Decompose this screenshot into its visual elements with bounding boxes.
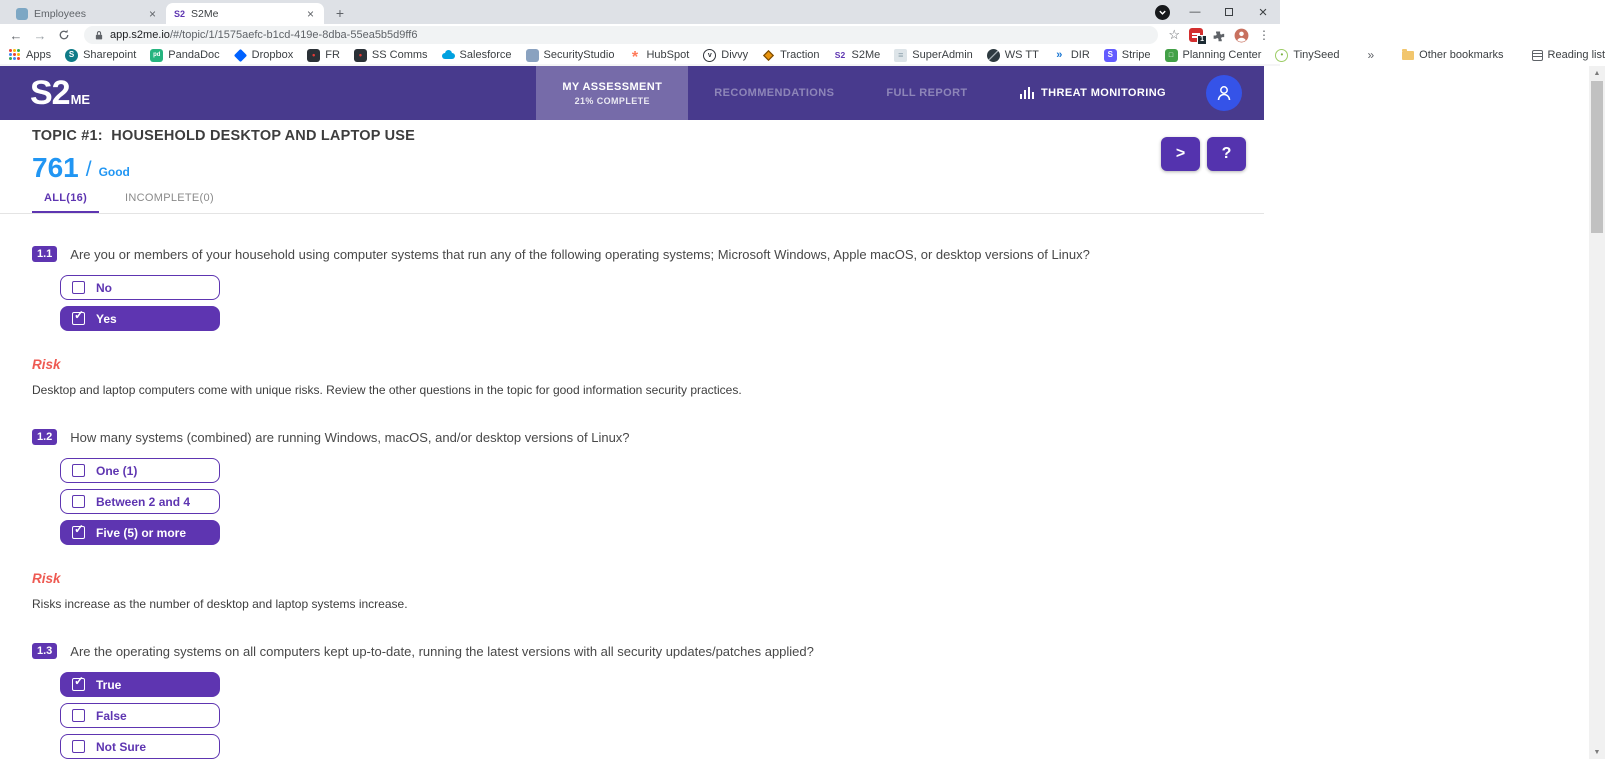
question-1-2 xyxy=(32,429,1264,611)
refresh-icon[interactable] xyxy=(54,29,74,41)
s2me-favicon: S2 xyxy=(174,8,186,19)
maximize-icon xyxy=(1225,8,1233,16)
help-button[interactable]: ? xyxy=(1207,137,1246,171)
lock-icon xyxy=(94,30,104,41)
divvy-favicon: v xyxy=(703,49,716,62)
question-1-3 xyxy=(32,643,1264,759)
bookmark-tinyseed[interactable] xyxy=(1275,49,1339,62)
bookmark-label: S2Me xyxy=(851,49,881,61)
bookmark-hubspot[interactable] xyxy=(628,48,690,66)
next-topic-button[interactable]: > xyxy=(1161,137,1200,171)
bookmark-ss-comms[interactable] xyxy=(354,49,428,62)
bookmark-star-icon[interactable]: ☆ xyxy=(1168,27,1180,42)
hubspot-favicon: * xyxy=(631,48,639,66)
app-header xyxy=(0,66,1264,120)
answer-label: Not Sure xyxy=(96,739,147,754)
question-filter-tabs xyxy=(32,192,1264,213)
dropbox-favicon xyxy=(234,48,247,61)
reading-list[interactable] xyxy=(1532,49,1605,61)
bookmark-label: FR xyxy=(325,49,340,61)
ss-comms-favicon: • xyxy=(354,49,367,62)
forward-icon[interactable]: → xyxy=(33,27,47,43)
checkbox-icon xyxy=(72,495,85,508)
bookmark-planning-center[interactable] xyxy=(1165,49,1262,62)
bookmark-label: SuperAdmin xyxy=(912,49,973,61)
apps-shortcut[interactable] xyxy=(8,49,51,62)
bookmark-label: SecurityStudio xyxy=(543,49,615,61)
bookmark-securitystudio[interactable] xyxy=(526,49,615,62)
question-number-badge: 1.3 xyxy=(32,643,57,659)
bookmark-stripe[interactable] xyxy=(1104,49,1151,62)
answer-option-one[interactable] xyxy=(60,458,220,483)
question-number-badge: 1.1 xyxy=(32,246,57,262)
scrollbar-thumb[interactable] xyxy=(1591,81,1603,233)
bookmark-label: Sharepoint xyxy=(83,49,137,61)
bookmark-traction[interactable] xyxy=(762,49,819,62)
bookmark-pandadoc[interactable] xyxy=(150,49,219,62)
answer-label: No xyxy=(96,280,112,295)
browser-tab-strip xyxy=(0,0,1280,24)
bookmark-label: Planning Center xyxy=(1182,49,1262,61)
password-extension-icon[interactable] xyxy=(1189,28,1203,42)
bookmark-salesforce[interactable] xyxy=(442,49,512,62)
bar-chart-icon xyxy=(1020,87,1035,99)
bookmark-label: TinySeed xyxy=(1293,49,1340,61)
answer-option-true[interactable] xyxy=(60,672,220,697)
checkbox-icon xyxy=(72,740,85,753)
other-bookmarks-label: Other bookmarks xyxy=(1419,49,1504,61)
answer-label: True xyxy=(96,677,122,692)
answer-option-no[interactable] xyxy=(60,275,220,300)
bookmarks-overflow-icon[interactable]: » xyxy=(1367,48,1375,62)
question-text: How many systems (combined) are running Windows, macOS, and/or desktop versions of Linux? xyxy=(70,430,630,446)
answer-label: Yes xyxy=(96,311,117,326)
answer-option-false[interactable] xyxy=(60,703,220,728)
reading-list-icon xyxy=(1532,50,1543,61)
bookmark-s2me[interactable] xyxy=(834,49,881,62)
new-tab-button[interactable]: + xyxy=(335,5,345,21)
bookmarks-bar xyxy=(0,46,1605,66)
risk-title: Risk xyxy=(32,571,61,587)
bookmark-label: PandaDoc xyxy=(168,49,220,61)
folder-icon xyxy=(1402,51,1414,60)
fr-favicon: • xyxy=(307,49,320,62)
check-icon: ✓ xyxy=(74,522,85,537)
planning-center-favicon: □ xyxy=(1165,49,1178,62)
close-button[interactable]: × xyxy=(1258,3,1268,21)
employees-favicon xyxy=(16,8,28,20)
traction-favicon xyxy=(763,49,774,60)
reading-list-label: Reading list xyxy=(1547,49,1605,61)
bookmark-sharepoint[interactable] xyxy=(65,49,136,62)
tinyseed-favicon: • xyxy=(1275,49,1288,62)
dir-favicon: » xyxy=(1056,48,1063,61)
bookmark-label: DIR xyxy=(1070,49,1090,61)
maximize-button[interactable] xyxy=(1212,0,1246,24)
page-scrollbar[interactable] xyxy=(1589,66,1605,759)
question-text: Are the operating systems on all computers kept up-to-date, running the latest versions with all security updates/patches applied? xyxy=(70,644,814,660)
answer-option-between-2-and-4[interactable] xyxy=(60,489,220,514)
apps-grid-icon xyxy=(8,49,21,62)
ws-tt-favicon xyxy=(987,49,1000,62)
question-number-badge: 1.2 xyxy=(32,429,57,445)
answer-label: Five (5) or more xyxy=(96,525,187,540)
checkbox-icon xyxy=(72,674,85,691)
pandadoc-favicon: pd xyxy=(150,49,163,62)
bookmark-dir[interactable] xyxy=(1053,49,1090,62)
tab-incomplete[interactable]: INCOMPLETE(0) xyxy=(125,192,214,204)
question-text: Are you or members of your household using computer systems that run any of the following operating systems; Microsoft Windows, Apple macOS, or desktop versions of Linux? xyxy=(70,247,1090,262)
tab-close-icon[interactable]: × xyxy=(306,6,314,21)
risk-section xyxy=(32,571,1264,611)
salesforce-favicon xyxy=(442,49,455,62)
person-icon xyxy=(1214,83,1234,103)
securitystudio-favicon xyxy=(526,49,539,62)
checkbox-icon xyxy=(72,308,85,325)
extension-badge: 1 xyxy=(1197,35,1207,45)
browser-update-icon[interactable] xyxy=(1155,5,1170,20)
tab-all[interactable]: ALL(16) xyxy=(32,192,99,213)
answer-option-yes[interactable] xyxy=(60,306,220,331)
scroll-down-icon[interactable]: ▼ xyxy=(1593,748,1601,756)
bookmark-label: WS TT xyxy=(1004,49,1039,61)
bookmark-label: Salesforce xyxy=(459,49,512,61)
browser-menu-icon[interactable]: ⋮ xyxy=(1258,28,1270,42)
topic-score: 761 / Good xyxy=(32,151,130,183)
risk-text: Risks increase as the number of desktop and laptop systems increase. xyxy=(32,597,408,612)
question-1-1 xyxy=(32,246,1264,397)
superadmin-favicon: ≡ xyxy=(894,49,907,62)
browser-tab-employees[interactable] xyxy=(8,3,166,24)
nav-my-assessment[interactable]: MY ASSESSMENT 21% COMPLETE xyxy=(536,66,688,120)
check-icon: ✓ xyxy=(74,308,85,323)
answer-option-five-or-more[interactable] xyxy=(60,520,220,545)
s2me-favicon: S2 xyxy=(834,49,846,60)
bookmark-dropbox[interactable] xyxy=(234,49,294,62)
sharepoint-favicon: S xyxy=(65,49,78,62)
profile-avatar-icon[interactable] xyxy=(1234,28,1249,43)
checkbox-icon xyxy=(72,281,85,294)
nav-threat-monitoring[interactable]: THREAT MONITORING xyxy=(994,66,1192,120)
extensions-puzzle-icon[interactable] xyxy=(1212,29,1225,42)
answer-label: False xyxy=(96,708,127,723)
user-avatar[interactable] xyxy=(1206,75,1242,111)
bookmark-label: SS Comms xyxy=(371,49,428,61)
risk-text: Desktop and laptop computers come with unique risks. Review the other questions in the topic for good information security practices. xyxy=(32,383,742,398)
score-grade: Good xyxy=(98,165,130,179)
checkbox-icon xyxy=(72,522,85,539)
url-text: app.s2me.io/#/topic/1/1575aefc-b1cd-419e-8dba-55ea5b5d9ff6 xyxy=(110,29,418,41)
scroll-up-icon[interactable]: ▲ xyxy=(1593,69,1601,77)
back-icon[interactable]: ← xyxy=(9,27,23,43)
assessment-progress: 21% COMPLETE xyxy=(574,95,650,106)
bookmark-divvy[interactable] xyxy=(703,49,748,62)
tab-close-icon[interactable]: × xyxy=(148,6,156,21)
risk-title: Risk xyxy=(32,357,61,373)
topic-title: TOPIC #1: HOUSEHOLD DESKTOP AND LAPTOP USE xyxy=(32,128,415,144)
check-icon: ✓ xyxy=(74,674,85,689)
risk-section xyxy=(32,357,1264,397)
nav-recommendations[interactable]: RECOMMENDATIONS xyxy=(714,87,835,99)
bookmark-ws-tt[interactable] xyxy=(987,49,1039,62)
browser-toolbar xyxy=(0,24,1280,46)
bookmark-superadmin[interactable] xyxy=(894,49,973,62)
browser-tab-s2me[interactable] xyxy=(166,3,324,24)
tab-title: Employees xyxy=(34,7,86,20)
bookmark-label: Stripe xyxy=(1121,49,1151,61)
bookmark-label: Traction xyxy=(780,49,820,61)
bookmark-label: HubSpot xyxy=(646,49,690,61)
bookmark-label: Apps xyxy=(26,49,52,61)
other-bookmarks[interactable] xyxy=(1402,49,1503,61)
checkbox-icon xyxy=(72,464,85,477)
s2me-logo[interactable]: S2 ME xyxy=(30,73,91,112)
bookmark-label: Dropbox xyxy=(251,49,294,61)
bookmark-label: Divvy xyxy=(721,49,749,61)
address-bar[interactable] xyxy=(84,26,1158,44)
answer-label: Between 2 and 4 xyxy=(96,494,191,509)
stripe-favicon: S xyxy=(1104,49,1117,62)
score-value: 761 xyxy=(32,151,79,183)
answer-option-not-sure[interactable] xyxy=(60,734,220,759)
checkbox-icon xyxy=(72,709,85,722)
minimize-button[interactable]: — xyxy=(1189,6,1201,18)
tab-title: S2Me xyxy=(191,7,219,20)
bookmark-fr[interactable] xyxy=(307,49,340,62)
answer-label: One (1) xyxy=(96,463,138,478)
nav-full-report[interactable]: FULL REPORT xyxy=(886,87,968,99)
